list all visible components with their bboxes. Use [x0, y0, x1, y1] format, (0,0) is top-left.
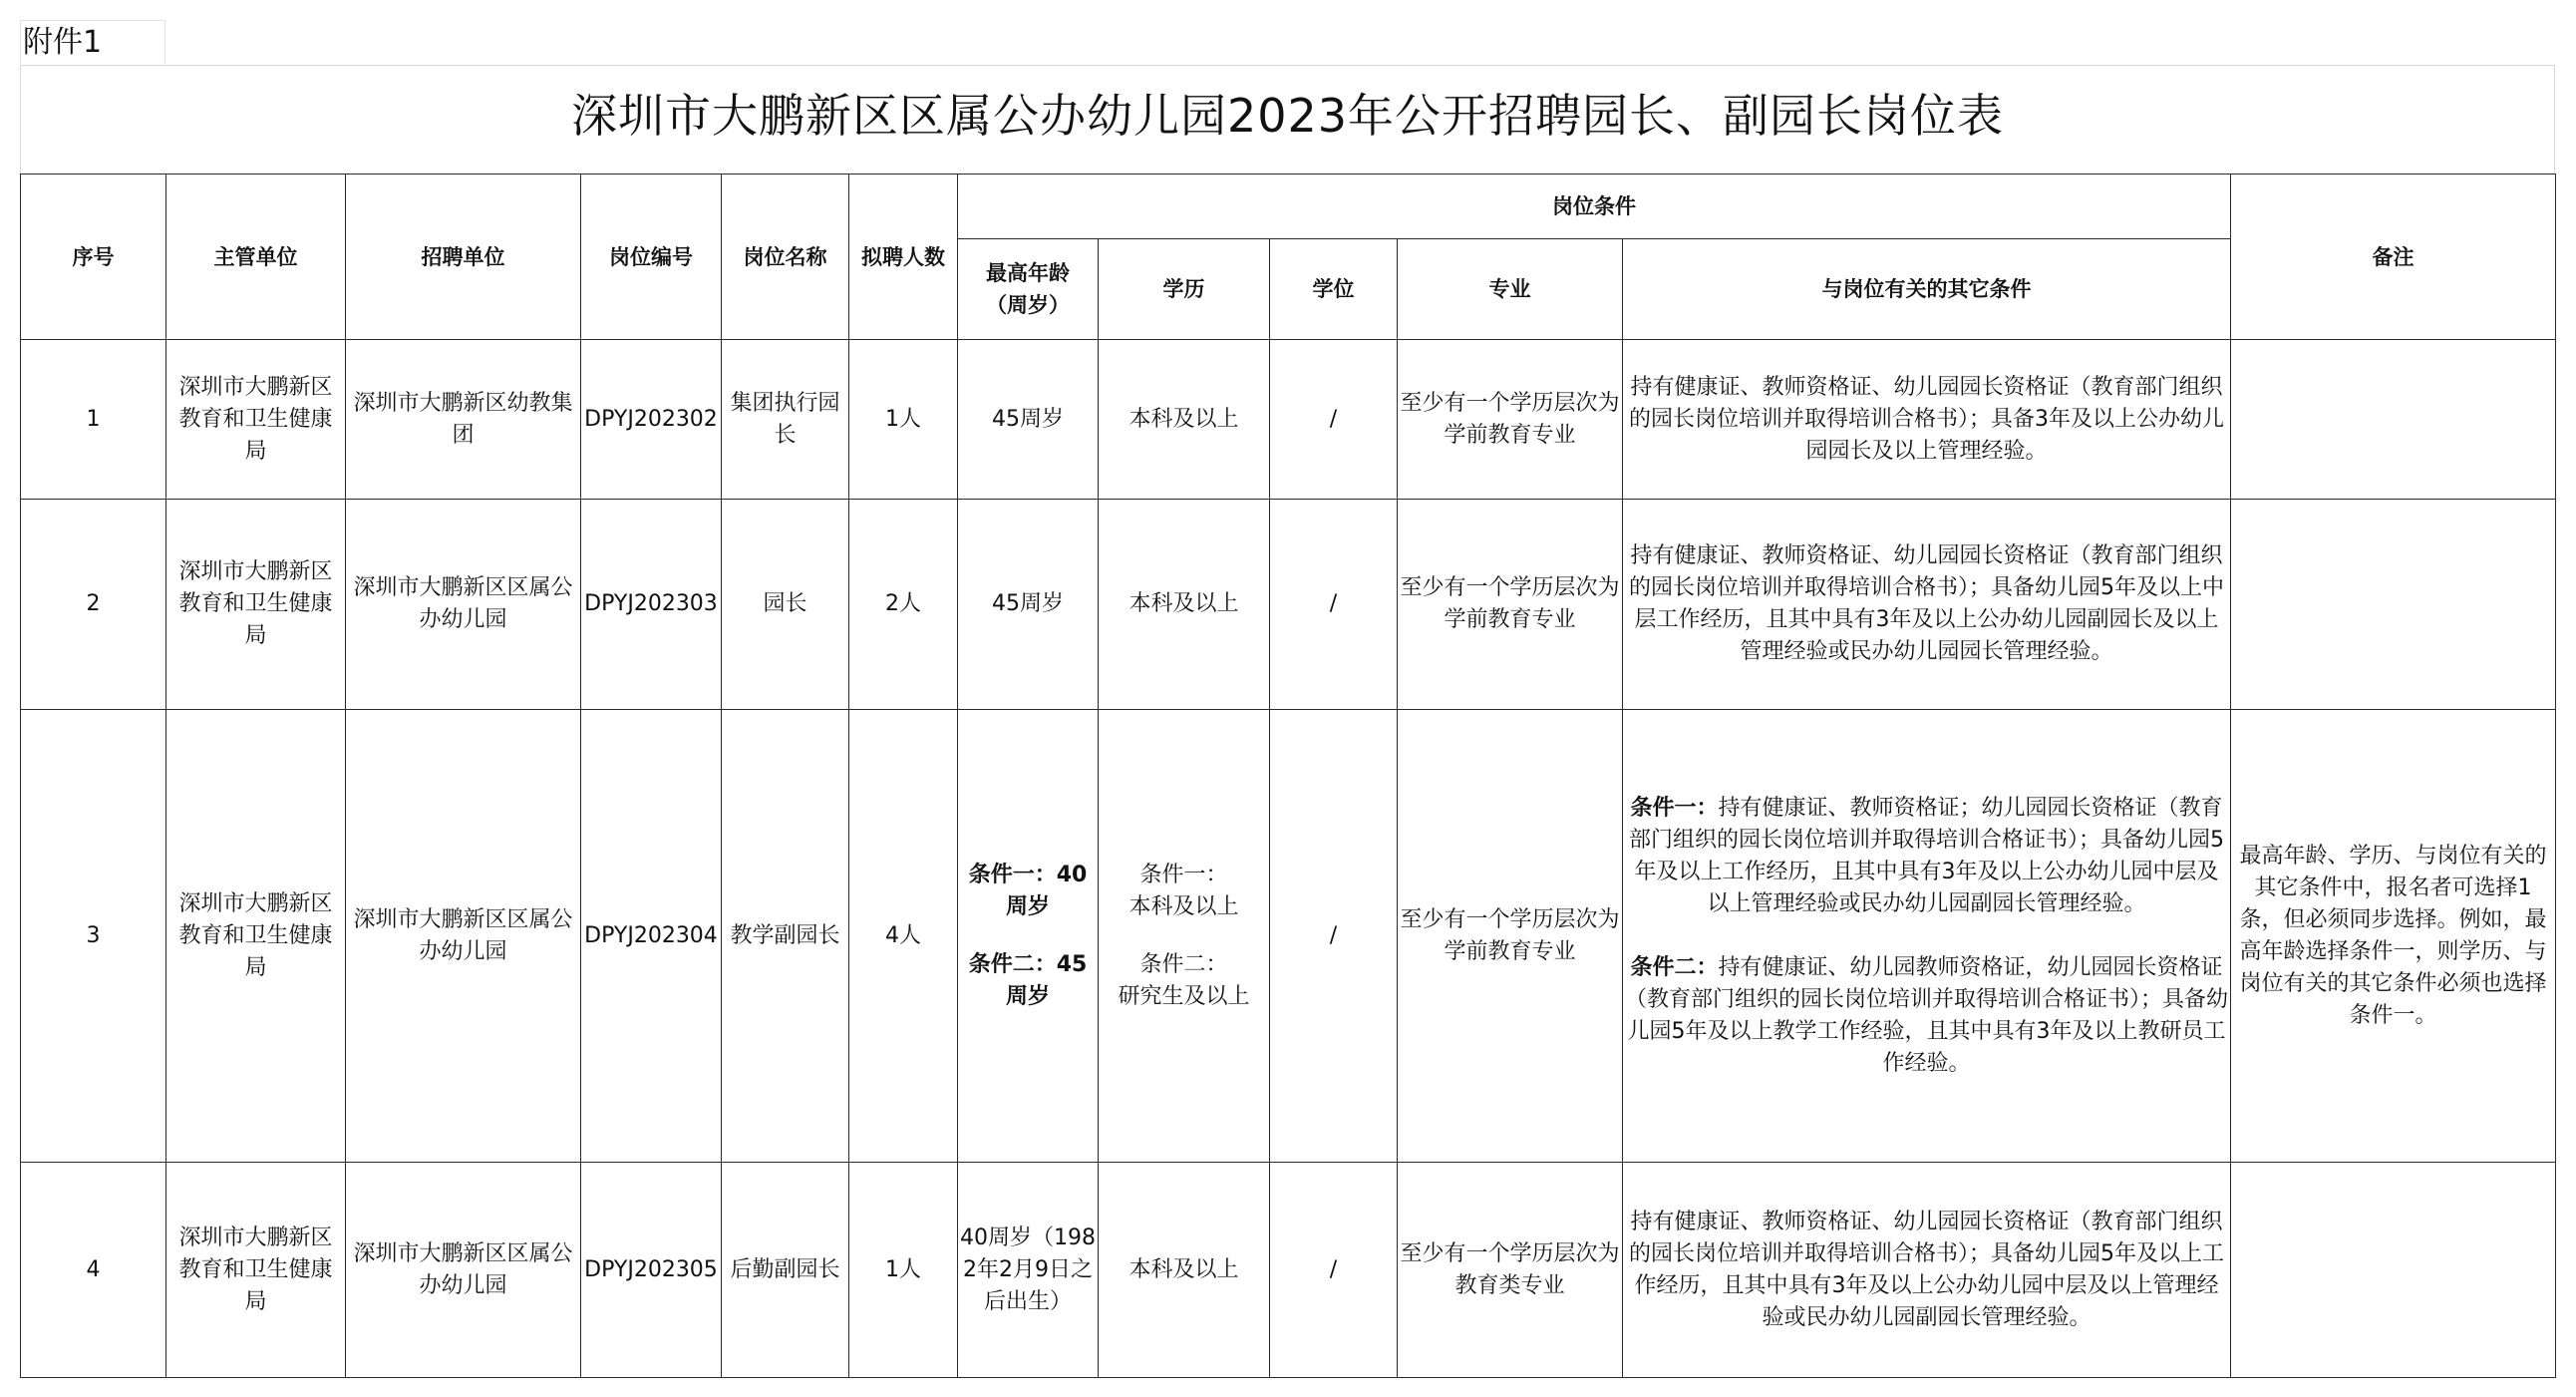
- spacer: [1101, 923, 1267, 949]
- header-other-conditions: 与岗位有关的其它条件: [1623, 239, 2231, 340]
- cell-max-age: 45周岁: [958, 500, 1099, 710]
- cell-education: 本科及以上: [1099, 340, 1270, 500]
- positions-table: [20, 174, 2556, 1378]
- cell-major: 至少有一个学历层次为学前教育专业: [1398, 500, 1623, 710]
- cell-post-name: 园长: [722, 500, 849, 710]
- cell-education: 本科及以上: [1099, 1163, 1270, 1378]
- table-row: [21, 1163, 2556, 1378]
- header-authority: 主管单位: [166, 175, 346, 340]
- title-band: [20, 65, 2555, 174]
- cell-max-age: [958, 710, 1099, 1163]
- table-row: [21, 340, 2556, 500]
- header-post-code: 岗位编号: [581, 175, 722, 340]
- cell-other-conditions: 持有健康证、教师资格证、幼儿园园长资格证（教育部门组织的园长岗位培训并取得培训合格书）；具备幼儿园5年及以上中层工作经历，且其中具有3年及以上公办幼儿园副园长及以上管理经验或民办幼儿园园长管理经验。: [1623, 500, 2231, 710]
- cell-employer: 深圳市大鹏新区区属公办幼儿园: [346, 710, 581, 1163]
- spacer: [960, 923, 1096, 949]
- condition-1-label: 条件一：: [1630, 795, 1719, 821]
- cell-authority: 深圳市大鹏新区教育和卫生健康局: [166, 500, 346, 710]
- cell-post-code: DPYJ202304: [581, 710, 722, 1163]
- education-option-2-value: 研究生及以上: [1118, 983, 1250, 1009]
- cell-headcount: 1人: [849, 340, 958, 500]
- education-option-1-label: 条件一：: [1139, 862, 1228, 887]
- cell-degree: /: [1270, 340, 1398, 500]
- cell-major: 至少有一个学历层次为教育类专业: [1398, 1163, 1623, 1378]
- header-row: [21, 175, 2556, 239]
- other-condition-option-2: [1625, 952, 2228, 1080]
- cell-headcount: 1人: [849, 1163, 958, 1378]
- header-education: 学历: [1099, 239, 1270, 340]
- cell-other-conditions: 持有健康证、教师资格证、幼儿园园长资格证（教育部门组织的园长岗位培训并取得培训合格书）；具备3年及以上公办幼儿园园长及以上管理经验。: [1623, 340, 2231, 500]
- condition-2-label: 条件二：: [1630, 954, 1719, 980]
- cell-authority: 深圳市大鹏新区教育和卫生健康局: [166, 340, 346, 500]
- cell-employer: 深圳市大鹏新区区属公办幼儿园: [346, 500, 581, 710]
- cell-remarks: [2231, 340, 2556, 500]
- page-title: 深圳市大鹏新区区属公办幼儿园2023年公开招聘园长、副园长岗位表: [570, 89, 2005, 143]
- cell-remarks: [2231, 500, 2556, 710]
- max-age-option-2: 条件二：45周岁: [968, 951, 1088, 1009]
- header-max-age: 最高年龄（周岁）: [958, 239, 1099, 340]
- header-degree: 学位: [1270, 239, 1398, 340]
- header-major: 专业: [1398, 239, 1623, 340]
- header-post-name: 岗位名称: [722, 175, 849, 340]
- cell-post-code: DPYJ202303: [581, 500, 722, 710]
- cell-post-code: DPYJ202302: [581, 340, 722, 500]
- header-remarks: 备注: [2231, 175, 2556, 340]
- cell-authority: 深圳市大鹏新区教育和卫生健康局: [166, 1163, 346, 1378]
- cell-employer: 深圳市大鹏新区幼教集团: [346, 340, 581, 500]
- cell-employer: 深圳市大鹏新区区属公办幼儿园: [346, 1163, 581, 1378]
- table-row: [21, 710, 2556, 1163]
- cell-major: 至少有一个学历层次为学前教育专业: [1398, 340, 1623, 500]
- header-seq: 序号: [21, 175, 166, 340]
- cell-other-conditions: [1623, 710, 2231, 1163]
- condition-1-text: 持有健康证、教师资格证；幼儿园园长资格证（教育部门组织的园长岗位培训并取得培训合格证书）；具备幼儿园5年及以上工作经历，且其中具有3年及以上公办幼儿园中层及以上管理经验或民办幼儿园副园长管理经验。: [1629, 795, 2224, 916]
- header-employer: 招聘单位: [346, 175, 581, 340]
- cell-degree: /: [1270, 710, 1398, 1163]
- cell-education: [1099, 710, 1270, 1163]
- cell-headcount: 4人: [849, 710, 958, 1163]
- cell-education: 本科及以上: [1099, 500, 1270, 710]
- cell-post-name: 教学副园长: [722, 710, 849, 1163]
- cell-seq: 1: [21, 340, 166, 500]
- cell-seq: 3: [21, 710, 166, 1163]
- condition-2-text: 持有健康证、幼儿园教师资格证，幼儿园园长资格证（教育部门组织的园长岗位培训并取得培训合格证书）；具备幼儿园5年及以上教学工作经验，且其中具有3年及以上教研员工作经验。: [1625, 954, 2229, 1076]
- cell-post-name: 后勤副园长: [722, 1163, 849, 1378]
- cell-headcount: 2人: [849, 500, 958, 710]
- cell-max-age: 45周岁: [958, 340, 1099, 500]
- header-conditions-group: 岗位条件: [958, 175, 2231, 239]
- cell-degree: /: [1270, 500, 1398, 710]
- cell-max-age: 40周岁（1982年2月9日之后出生）: [958, 1163, 1099, 1378]
- spacer: [1625, 920, 2228, 952]
- cell-remarks: 最高年龄、学历、与岗位有关的其它条件中，报名者可选择1条，但必须同步选择。例如，最高年龄选择条件一，则学历、与岗位有关的其它条件必须也选择条件一。: [2231, 710, 2556, 1163]
- table-row: [21, 500, 2556, 710]
- cell-post-name: 集团执行园长: [722, 340, 849, 500]
- education-option-1-value: 本科及以上: [1128, 893, 1239, 919]
- cell-degree: /: [1270, 1163, 1398, 1378]
- education-option-2-label: 条件二：: [1139, 951, 1228, 977]
- cell-remarks: [2231, 1163, 2556, 1378]
- cell-post-code: DPYJ202305: [581, 1163, 722, 1378]
- max-age-option-1: 条件一：40周岁: [968, 862, 1088, 919]
- cell-other-conditions: 持有健康证、教师资格证、幼儿园园长资格证（教育部门组织的园长岗位培训并取得培训合格书）；具备幼儿园5年及以上工作经历，且其中具有3年及以上公办幼儿园中层及以上管理经验或民办幼儿园副园长管理经验。: [1623, 1163, 2231, 1378]
- cell-seq: 2: [21, 500, 166, 710]
- attachment-label: 附件1: [20, 20, 165, 64]
- other-condition-option-1: [1625, 793, 2228, 920]
- header-headcount: 拟聘人数: [849, 175, 958, 340]
- cell-authority: 深圳市大鹏新区教育和卫生健康局: [166, 710, 346, 1163]
- cell-seq: 4: [21, 1163, 166, 1378]
- cell-major: 至少有一个学历层次为学前教育专业: [1398, 710, 1623, 1163]
